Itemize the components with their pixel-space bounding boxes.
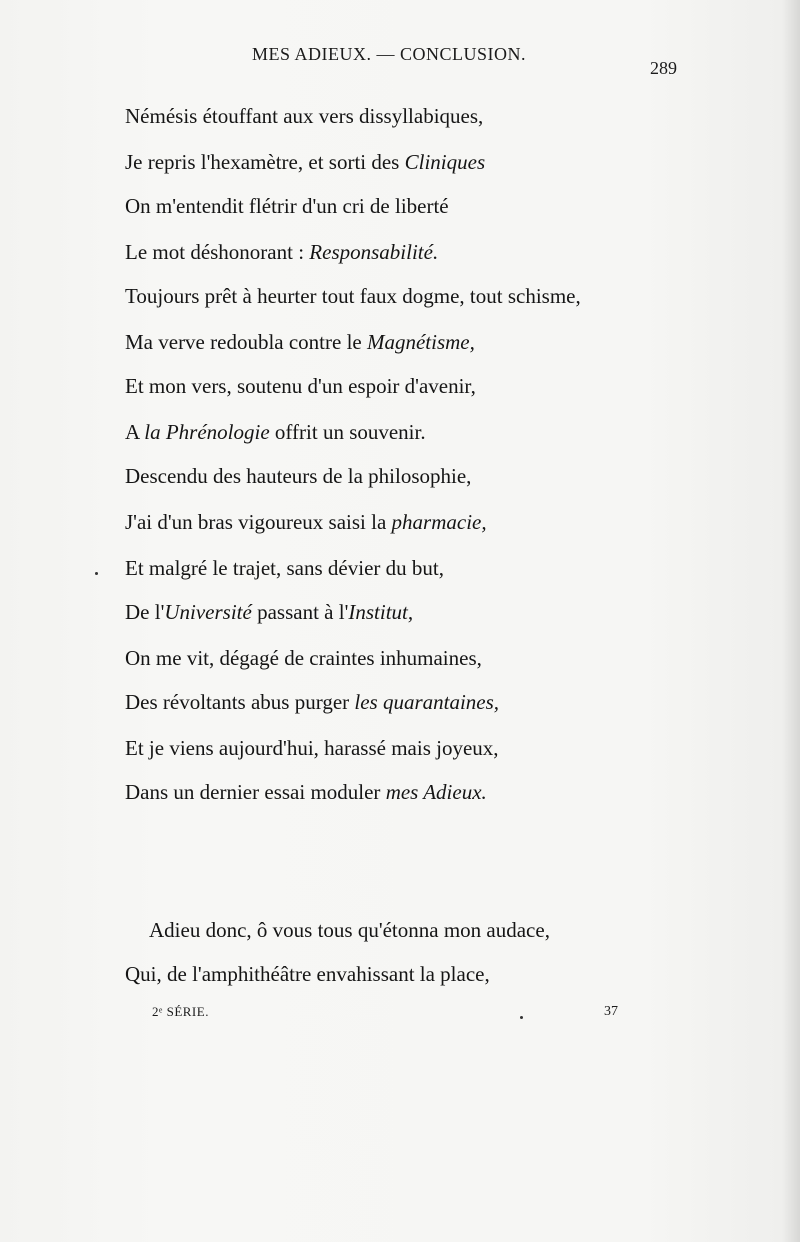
italic-text: Responsabilité. (309, 240, 439, 264)
text-segment: Ma verve redoubla contre le (125, 330, 367, 354)
italic-text: Institut, (348, 600, 414, 624)
poem-line (125, 736, 499, 761)
text-segment: Descendu des hauteurs de la philosophie, (125, 464, 472, 488)
text-segment: J'ai d'un bras vigoureux saisi la (125, 510, 392, 534)
page-number: 289 (650, 58, 677, 78)
running-header: MES ADIEUX. — CONCLUSION. (252, 44, 527, 64)
poem-line (125, 510, 487, 535)
text-segment: Toujours prêt à heurter tout faux dogme, tout schisme, (125, 284, 581, 308)
poem-line (125, 284, 581, 309)
text-segment: Et malgré le trajet, sans dévier du but, (125, 556, 444, 580)
italic-text: Magnétisme, (366, 330, 475, 354)
poem-line (125, 374, 476, 399)
text-segment: Et mon vers, soutenu d'un espoir d'avenir, (125, 374, 476, 398)
poem-line (125, 330, 475, 355)
text-segment: A (125, 420, 145, 444)
text-segment: Dans un dernier essai moduler (125, 780, 386, 804)
italic-text: les quarantaines, (354, 690, 500, 714)
signature-mark: 37 (604, 1004, 618, 1019)
poem-line (125, 194, 449, 219)
poem-line (149, 918, 550, 943)
poem-line (125, 780, 487, 805)
italic-text: Cliniques (404, 150, 486, 174)
text-segment: Qui, de l'amphithéâtre envahissant la place, (125, 962, 490, 986)
poem-line (125, 646, 482, 671)
text-segment: offrit un souvenir. (269, 420, 426, 444)
text-segment: Le mot déshonorant : (125, 240, 310, 264)
italic-text: Université (164, 600, 252, 624)
poem-line (125, 464, 471, 489)
italic-text: la Phrénologie (144, 420, 270, 444)
text-segment: On m'entendit flétrir d'un cri de liberté (125, 194, 449, 218)
text-segment: Je repris l'hexamètre, et sorti des (125, 150, 405, 174)
poem-line (125, 104, 483, 129)
italic-text: pharmacie, (391, 510, 487, 534)
series-mark: 2ᵉ SÉRIE. (152, 1004, 209, 1019)
poem-line (125, 556, 444, 581)
text-segment: Et je viens aujourd'hui, harassé mais joyeux, (125, 736, 499, 760)
text-segment: passant à l' (251, 600, 349, 624)
text-segment: Adieu donc, ô vous tous qu'étonna mon audace, (149, 918, 550, 942)
poem-line (125, 420, 426, 445)
poem-line (125, 600, 413, 625)
page-edge-shadow (782, 0, 800, 1242)
poem-line (125, 240, 438, 265)
poem-line (125, 962, 490, 987)
italic-text: mes Adieux. (385, 780, 487, 804)
text-segment: On me vit, dégagé de craintes inhumaines, (125, 646, 482, 670)
poem-line (125, 150, 485, 175)
print-speck (520, 1016, 523, 1019)
print-speck (95, 572, 98, 575)
text-segment: Des révoltants abus purger (125, 690, 355, 714)
text-segment: Némésis étouffant aux vers dissyllabiques, (125, 104, 484, 128)
text-segment: De l' (125, 600, 165, 624)
poem-line (125, 690, 499, 715)
